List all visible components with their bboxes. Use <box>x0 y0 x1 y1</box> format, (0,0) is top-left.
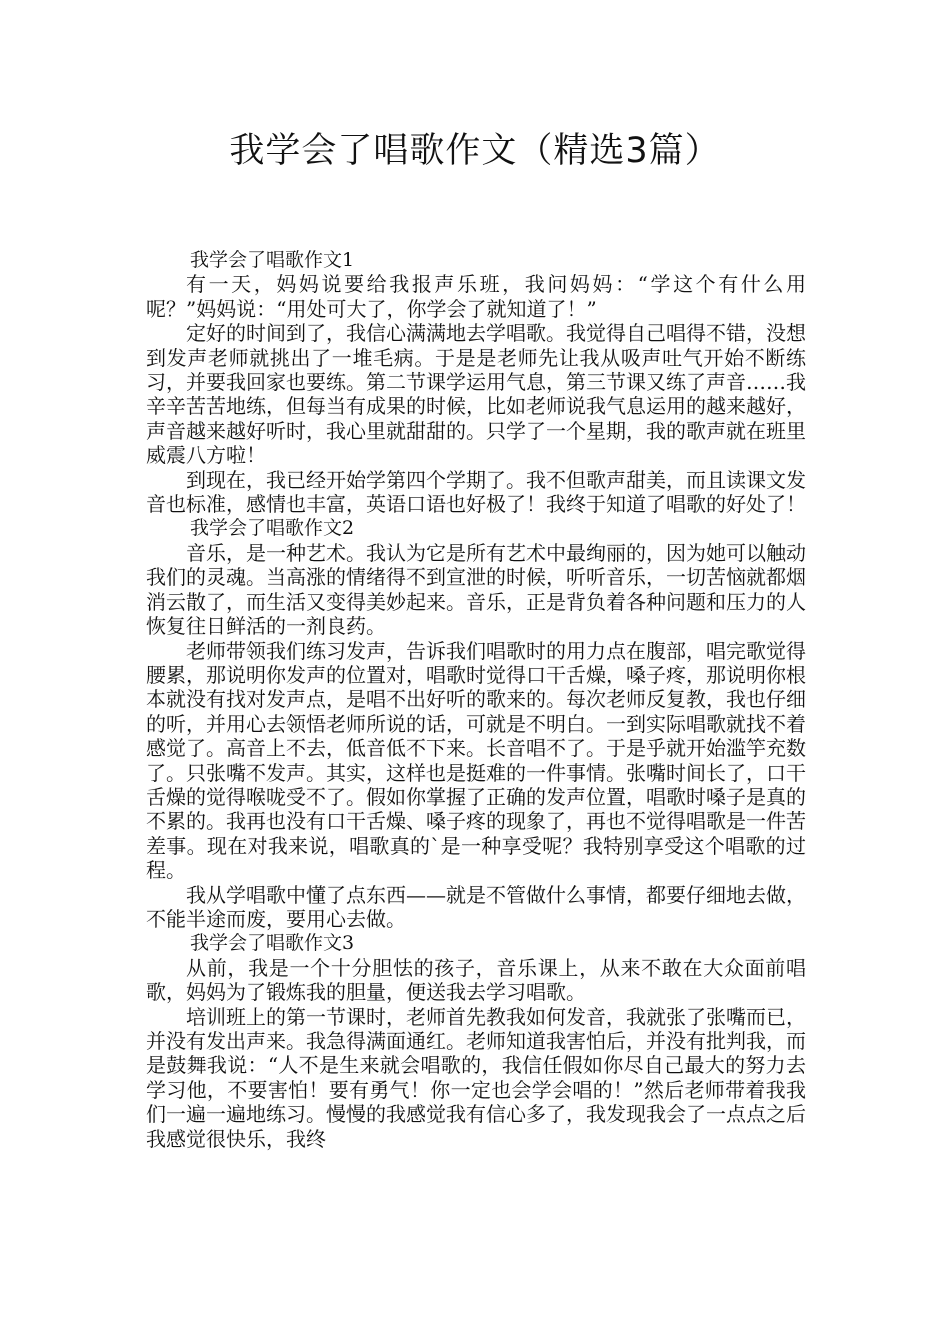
essay-section-1 <box>146 248 806 516</box>
paragraph: 有一天，妈妈说要给我报声乐班，我问妈妈：“学这个有什么用呢？”妈妈说：“用处可大了，你学会了就知道了！” <box>146 272 806 321</box>
paragraph: 音乐，是一种艺术。我认为它是所有艺术中最绚丽的，因为她可以触动我们的灵魂。当高涨的情绪得不到宣泄的时候，听听音乐，一切苦恼就都烟消云散了，而生活又变得美妙起来。音乐，正是背负着各种问题和压力的人恢复往日鲜活的一剂良药。 <box>146 540 806 639</box>
paragraph: 定好的时间到了，我信心满满地去学唱歌。我觉得自己唱得不错，没想到发声老师就挑出了一堆毛病。于是是老师先让我从吸声吐气开始不断练习，并要我回家也要练。第二节课学运用气息，第三节课又练了声音……我辛辛苦苦地练，但每当有成果的时候，比如老师说我气息运用的越来越好，声音越来越好听时，我心里就甜甜的。只学了一个星期，我的歌声就在班里威震八方啦！ <box>146 321 806 468</box>
section-heading: 我学会了唱歌作文1 <box>190 249 355 271</box>
document-body <box>146 248 806 1151</box>
essay-section-3 <box>146 931 806 1151</box>
paragraph: 到现在，我已经开始学第四个学期了。我不但歌声甜美，而且读课文发音也标准，感情也丰富，英语口语也好极了！我终于知道了唱歌的好处了！ <box>146 467 806 517</box>
section-heading: 我学会了唱歌作文3 <box>190 932 355 955</box>
paragraph: 我从学唱歌中懂了点东西——就是不管做什么事情，都要仔细地去做，不能半途而废，要用心去做。 <box>146 882 806 931</box>
document-title: 我学会了唱歌作文（精选3篇） <box>229 131 721 171</box>
section-heading: 我学会了唱歌作文2 <box>190 517 355 540</box>
essay-section-2 <box>146 516 806 931</box>
paragraph: 培训班上的第一节课时，老师首先教我如何发音，我就张了张嘴而已，并没有发出声来。我急得满面通红。老师知道我害怕后，并没有批判我，而是鼓舞我说：“人不是生来就会唱歌的，我信任假如你尽自己最大的努力去学习他，不要害怕！要有勇气！你一定也会学会唱的！”然后老师带着我我们一遍一遍地练习。慢慢的我感觉我有信心多了，我发现我会了一点点之后我感觉很快乐，我终 <box>146 1004 806 1151</box>
paragraph: 老师带领我们练习发声，告诉我们唱歌时的用力点在腹部，唱完歌觉得腰累，那说明你发声的位置对，唱歌时觉得口干舌燥，嗓子疼，那说明你根本就没有找对发声点，是唱不出好听的歌来的。每次老师反复教，我也仔细的听，并用心去领悟老师所说的话，可就是不明白。一到实际唱歌就找不着感觉了。高音上不去，低音低不下来。长音唱不了。于是乎就开始滥竽充数了。只张嘴不发声。其实，这样也是挺难的一件事情。张嘴时间长了，口干舌燥的觉得喉咙受不了。假如你掌握了正确的发声位置，唱歌时嗓子是真的不累的。我再也没有口干舌燥、嗓子疼的现象了，再也不觉得唱歌是一件苦差事。现在对我来说，唱歌真的`是一种享受呢？我特别享受这个唱歌的过程。 <box>146 638 806 883</box>
paragraph: 从前，我是一个十分胆怯的孩子，音乐课上，从来不敢在大众面前唱歌，妈妈为了锻炼我的胆量，便送我去学习唱歌。 <box>146 955 806 1005</box>
